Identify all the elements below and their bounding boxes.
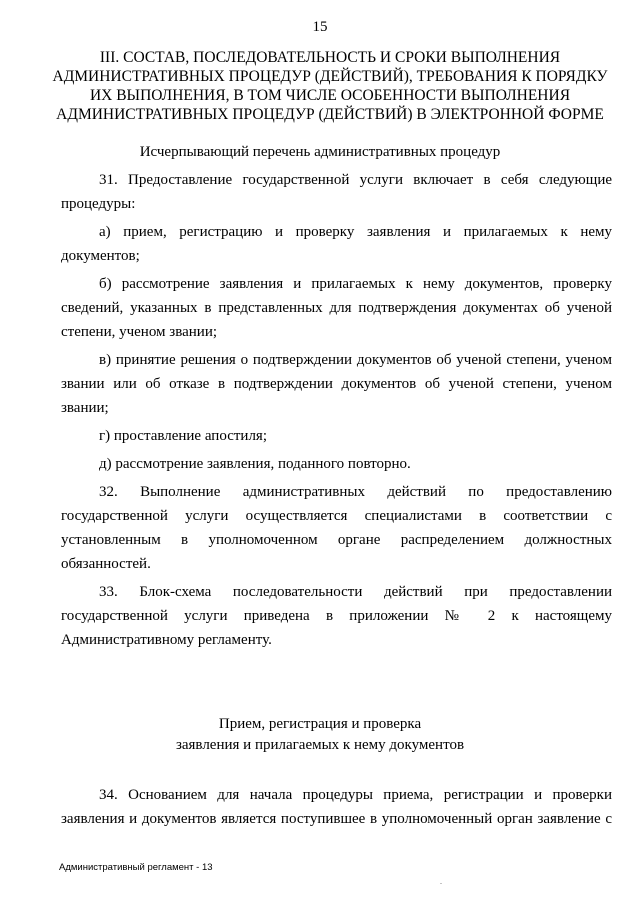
document-footer: Административный регламент - 13 — [59, 862, 213, 873]
section-heading-reception — [0, 714, 640, 756]
body-text-block — [61, 168, 612, 652]
chapter-title — [50, 48, 610, 124]
paragraph-31a: а) прием, регистрацию и проверку заявления и прилагаемых к нему документов; — [61, 224, 612, 264]
paragraph-31: 31. Предоставление государственной услуги включает в себя следующие процедуры: — [61, 172, 612, 212]
body-text-block-2 — [61, 783, 612, 831]
paragraph-31c: в) принятие решения о подтверждении документов об ученой степени, ученом звании или об отказе в подтверждении документов об ученой степени, ученом звании; — [61, 352, 612, 416]
paragraph-34: 34. Основанием для начала процедуры приема, регистрации и проверки заявления и документов является поступившее в уполномоченный орган заявление с — [61, 787, 612, 827]
section-heading-line: Прием, регистрация и проверка — [218, 716, 422, 732]
chapter-title-line: III. СОСТАВ, ПОСЛЕДОВАТЕЛЬНОСТЬ И СРОКИ ВЫПОЛНЕНИЯ — [99, 49, 561, 66]
page-number: 15 — [312, 19, 328, 35]
chapter-title-line: АДМИНИСТРАТИВНЫХ ПРОЦЕДУР (ДЕЙСТВИЙ), ТРЕБОВАНИЯ К ПОРЯДКУ — [52, 68, 608, 85]
paragraph-32: 32. Выполнение административных действий по предоставлению государственной услуги осуществляется специалистами в соответствии с установленным в уполномоченном органе распределением должностных обязанностей. — [61, 484, 612, 572]
paragraph-31b: б) рассмотрение заявления и прилагаемых к нему документов, проверку сведений, указанных в представленных для подтверждения документах об ученой степени, ученом звании; — [61, 276, 612, 340]
paragraph-31e: д) рассмотрение заявления, поданного повторно. — [99, 456, 411, 472]
section-heading-procedures: Исчерпывающий перечень административных процедур — [139, 144, 501, 160]
footer-mark: . — [440, 877, 442, 886]
chapter-title-line: АДМИНИСТРАТИВНЫХ ПРОЦЕДУР (ДЕЙСТВИЙ) В ЭЛЕКТРОННОЙ ФОРМЕ — [56, 106, 604, 123]
chapter-title-line: ИХ ВЫПОЛНЕНИЯ, В ТОМ ЧИСЛЕ ОСОБЕННОСТИ ВЫПОЛНЕНИЯ — [89, 87, 571, 104]
paragraph-33: 33. Блок-схема последовательности действий при предоставлении государственной услуги приведена в приложении № 2 к настоящему Административному регламенту. — [61, 584, 612, 648]
paragraph-31d: г) проставление апостиля; — [99, 428, 267, 444]
section-heading-line: заявления и прилагаемых к нему документов — [175, 737, 465, 753]
